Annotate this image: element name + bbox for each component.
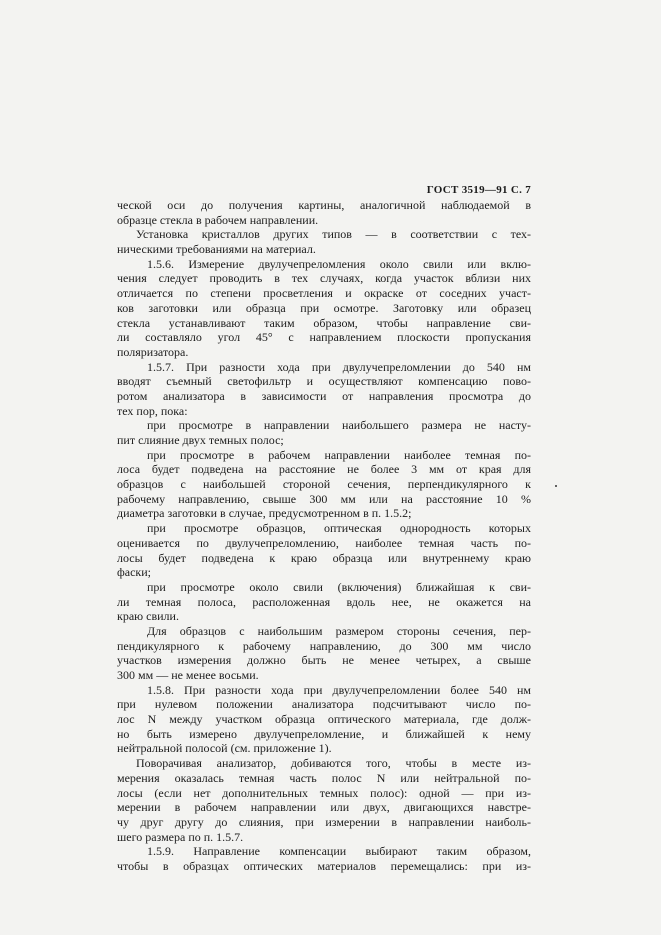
text-line: мерении в рабочем направлении или двух, двигающихся навстре- — [117, 800, 531, 815]
text-line: при просмотре в направлении наибольшего размера не насту- — [147, 418, 531, 433]
text-line: нейтральной полосой (см. приложение 1). — [117, 741, 332, 756]
text-line: 1.5.8. При разности хода при двулучепреломлении более 540 нм — [147, 682, 531, 697]
text-line: оценивается по двулучепреломлению, наиболее темная часть по- — [117, 535, 531, 550]
text-line: Установка кристаллов других типов — в соответствии с тех- — [136, 227, 531, 242]
text-line: ническими требованиями на материал. — [117, 242, 316, 257]
text-line: поляризатора. — [117, 344, 189, 359]
text-line: тех пор, пока: — [117, 403, 188, 418]
text-line: фаски; — [117, 565, 152, 580]
text-line: ротом анализатора в зависимости от направления просмотра до — [117, 388, 531, 403]
text-line: мерения оказалась темная часть полос N или нейтральной по- — [117, 770, 531, 785]
text-line: при просмотре в рабочем направлении наиболее темная по- — [147, 447, 531, 462]
text-line: вводят съемный светофильтр и осуществляют компенсацию пово- — [117, 374, 531, 389]
text-line: пит слияние двух темных полос; — [117, 433, 284, 447]
text-line: при просмотре около свили (включения) ближайшая к сви- — [147, 579, 531, 594]
text-line: 1.5.7. При разности хода при двулучепреломлении до 540 нм — [147, 359, 531, 374]
text-line: лосы будет подведена к краю образца или внутреннему краю — [117, 550, 531, 565]
text-line: участков измерения должно быть не менее четырех, а свыше — [117, 653, 531, 668]
text-line: лосы (если нет дополнительных темных полос): одной — при из- — [117, 785, 531, 800]
scan-speck — [555, 485, 557, 487]
text-line: диаметра заготовки в случае, предусмотренном в п. 1.5.2; — [117, 506, 412, 521]
text-line: чу друг другу до слияния, при измерении в направлении наиболь- — [117, 814, 531, 829]
text-line: чения следует проводить в тех случаях, когда участок вблизи них — [117, 271, 531, 286]
text-line: рабочему направлению, свыше 300 мм или на расстояние 10 % — [117, 491, 531, 506]
text-line: ческой оси до получения картины, аналогичной наблюдаемой в — [117, 198, 531, 212]
text-line: ли темная полоса, расположенная вдоль нее, не окажется на — [117, 594, 531, 609]
text-line: при нулевом положении анализатора подсчитывают число по- — [117, 697, 531, 712]
text-line: чтобы в образцах оптических материалов перемещались: при из- — [117, 858, 531, 873]
running-head: ГОСТ 3519—91 С. 7 — [426, 184, 531, 196]
text-line: образцов с наибольшей стороной сечения, перпендикулярного к — [117, 477, 531, 492]
text-line: Для образцов с наибольшим размером стороны сечения, пер- — [147, 623, 531, 638]
text-line: пендикулярного к рабочему направлению, до 300 мм число — [117, 638, 531, 653]
text-line: лос N между участком образца оптического материала, где долж- — [117, 712, 531, 727]
text-line: стекла устанавливают таким образом, чтобы направление сви- — [117, 315, 531, 330]
text-line: лоса будет подведена на расстояние не более 3 мм от края для — [117, 462, 531, 477]
text-line: 1.5.9. Направление компенсации выбирают таким образом, — [147, 844, 531, 859]
text-line: Поворачивая анализатор, добиваются того, чтобы в месте из- — [136, 756, 531, 771]
body-text — [117, 198, 531, 874]
text-line: при просмотре образцов, оптическая однородность которых — [147, 521, 531, 536]
text-line: 1.5.6. Измерение двулучепреломления около свили или вклю- — [147, 256, 531, 271]
text-line: 300 мм — не менее восьми. — [117, 668, 259, 682]
text-line: ков заготовки или образца при осмотре. Заготовку или образец — [117, 300, 531, 315]
text-line: ли составляло угол 45° с направлением плоскости пропускания — [117, 330, 531, 345]
text-line: шего размера по п. 1.5.7. — [117, 829, 244, 844]
text-line: но быть измерено двулучепреломление, и ближайшей к нему — [117, 726, 531, 741]
text-line: краю свили. — [117, 609, 179, 624]
text-line: отличается по степени просветления и окраске от соседних участ- — [117, 286, 531, 301]
text-line: образце стекла в рабочем направлении. — [117, 212, 319, 227]
